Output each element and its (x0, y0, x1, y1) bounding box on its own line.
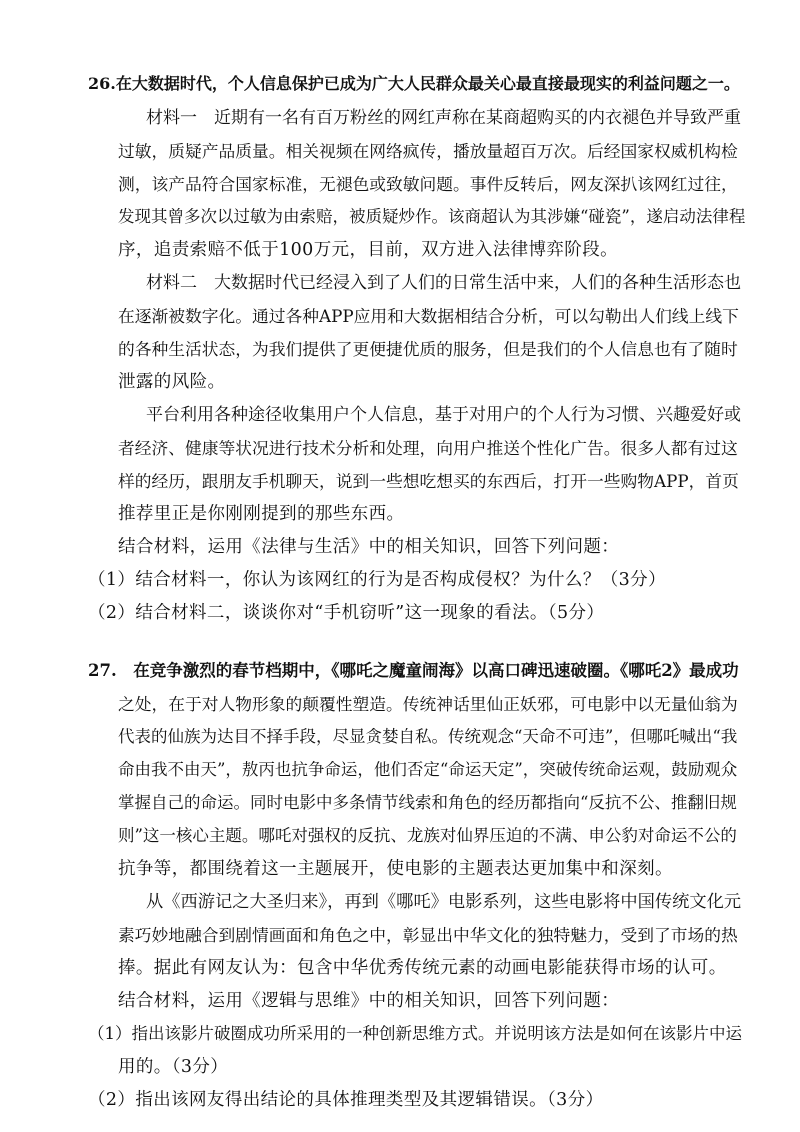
q26-material1-line: 材料一 近期有一名有百万粉丝的网红声称在某商超购买的内衣褪色并导致严重 (146, 108, 741, 128)
q27-paragraph1-line: 抗争等，都围绕着这一主题展开，使电影的主题表达更加集中和深刻。 (118, 859, 673, 879)
q27-paragraph1-line: 之处，在于对人物形象的颠覆性塑造。传统神话里仙正妖邪，可电影中以无量仙翁为 (118, 694, 738, 714)
q27-paragraph1-line: 命由我不由天”，敖丙也抗争命运，他们否定“命运天定”，突破传统命运观，鼓励观众 (118, 760, 738, 779)
q26-material3-line: 样的经历，跟朋友手机聊天，说到一些想吃想买的东西后，打开一些购物APP，首页 (118, 471, 739, 491)
q27-paragraph2-line: 素巧妙地融合到剧情画面和角色之中，彰显出中华文化的独特魅力，受到了市场的热 (118, 925, 738, 945)
q26-material2-line: 在逐渐被数字化。通过各种APP应用和大数据相结合分析，可以勾勒出人们线上线下 (118, 306, 739, 326)
q27-instruction: 结合材料，运用《逻辑与思维》中的相关知识，回答下列问题： (118, 991, 620, 1011)
q27-paragraph1-line: 27. 在竞争激烈的春节档期中，《哪吒之魔童闹海》以高口碑迅速破圈。《哪吒2》最成功 (88, 661, 739, 680)
q26-material3-line: 推荐里正是你刚刚提到的那些东西。 (118, 504, 405, 524)
q26-subquestion-2: （2）结合材料二，谈谈你对“手机窃听”这一现象的看法。（5分） (88, 603, 605, 623)
q27-paragraph1-line: 则”这一核心主题。哪吒对强权的反抗、龙族对仙界压迫的不满、申公豹对命运不公的 (118, 826, 737, 845)
q26-material1-line: 过敏，质疑产品质量。相关视频在网络疯传，播放量超百万次。后经国家权威机构检 (118, 141, 738, 161)
q26-subquestion-1: （1）结合材料一，你认为该网红的行为是否构成侵权？为什么？（3分） (88, 570, 666, 590)
q27-paragraph2-line: 捧。据此有网友认为：包含中华优秀传统元素的动画电影能获得市场的认可。 (118, 958, 727, 978)
q26-material3-line: 者经济、健康等状况进行技术分析和处理，向用户推送个性化广告。很多人都有过这 (118, 438, 738, 458)
q27-paragraph1-line: 掌握自己的命运。同时电影中多条情节线索和角色的经历都指向“反抗不公、推翻旧规 (118, 793, 737, 812)
q27-paragraph2-line: 从《西游记之大圣归来》，再到《哪吒》电影系列，这些电影将中国传统文化元 (146, 892, 742, 912)
q26-material1-line: 测，该产品符合国家标准，无褪色或致敏问题。事件反转后，网友深扒该网红过往， (118, 174, 738, 194)
q27-paragraph1-line: 代表的仙族为达目不择手段，尽显贪婪自私。传统观念“天命不可违”，但哪吒喊出“我 (118, 727, 738, 746)
q27-subquestion-2: （2）指出该网友得出结论的具体推理类型及其逻辑错误。（3分） (88, 1090, 604, 1110)
q26-material3-line: 平台利用各种途径收集用户个人信息，基于对用户的个人行为习惯、兴趣爱好或 (146, 405, 741, 425)
q26-material2-line: 泄露的风险。 (118, 372, 226, 392)
q26-material2-line: 材料二 大数据时代已经浸入到了人们的日常生活中来，人们的各种生活形态也 (146, 273, 741, 293)
q26-stem: 26.在大数据时代，个人信息保护已成为广大人民群众最关心最直接最现实的利益问题之一。 (88, 74, 740, 93)
q27-subquestion-1: （1）指出该影片破圈成功所采用的一种创新思维方式。并说明该方法是如何在该影片中运 (88, 1024, 742, 1043)
q26-material1-line: 序，追责索赔不低于100万元，目前，双方进入法律博弈阶段。 (118, 240, 618, 260)
q26-material2-line: 的各种生活状态，为我们提供了更便捷优质的服务，但是我们的个人信息也有了随时 (118, 339, 738, 359)
q26-material1-line: 发现其曾多次以过敏为由索赔，被质疑炒作。该商超认为其涉嫌“碰瓷”，遂启动法律程 (118, 207, 746, 226)
q26-instruction: 结合材料，运用《法律与生活》中的相关知识，回答下列问题： (118, 537, 620, 557)
q27-subquestion-1-cont: 用的。（3分） (118, 1057, 229, 1077)
